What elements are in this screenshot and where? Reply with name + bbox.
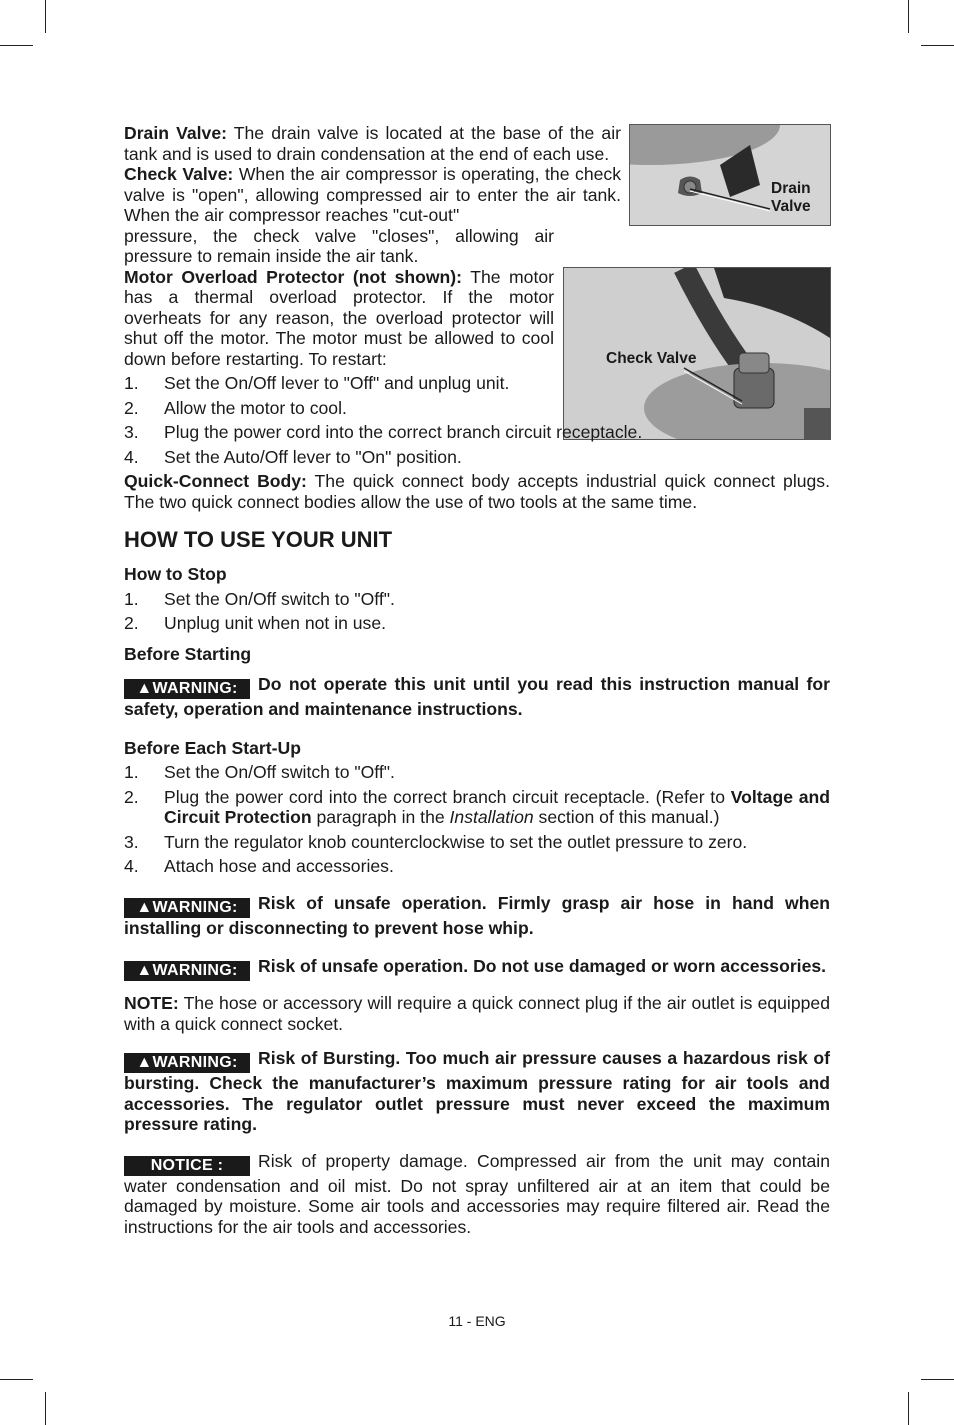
list-item: 3. Turn the regulator knob counterclockwise to set the outlet pressure to zero.: [124, 831, 748, 852]
crop-mark: [0, 1379, 33, 1380]
drain-valve-label: Drain Valve: [771, 180, 811, 215]
crop-mark: [45, 0, 46, 33]
list-item: 2. Unplug unit when not in use.: [124, 613, 387, 633]
restart-steps-list: [124, 373, 830, 467]
list-item: 1. Set the On/Off switch to "Off".: [124, 588, 395, 609]
manual-page-content: [124, 123, 830, 1237]
section-title: HOW TO USE YOUR UNIT: [124, 527, 393, 552]
crop-mark: [45, 1392, 46, 1425]
warning-triangle-icon: ▲: [136, 962, 153, 979]
how-to-stop-list: [124, 589, 830, 634]
note-paragraph: NOTE: The hose or accessory will require a quick connect plug if the air outlet is equipped with a quick connect socket.: [124, 993, 830, 1034]
check-valve-label: Check Valve: [606, 350, 697, 367]
list-item: 1. Set the On/Off lever to "Off" and unplug unit.: [124, 373, 510, 393]
motor-overload-text: The motor has a thermal overload protector. If the motor overheats for any reason, the overload protector will shut off the motor. The motor must be allowed to cool down before restarting. To restart:: [124, 266, 555, 369]
drain-valve-title: Drain Valve:: [124, 123, 227, 143]
warning-triangle-icon: ▲: [136, 680, 153, 697]
crop-mark: [921, 45, 954, 46]
notice-paragraph: NOTICE : Risk of property damage. Compressed air from the unit may contain water condensation and oil mist. Do not spray unfiltered air at an item that could be damaged by moisture. Some air tools and accessories may require filtered air. Read the instructions for the air tools and accessories.: [124, 1150, 830, 1237]
before-each-list: [124, 762, 830, 877]
check-valve-paragraph-a: [124, 164, 621, 226]
drain-valve-paragraph: [124, 123, 621, 164]
warning-damaged-accessories: ▲WARNING: Risk of unsafe operation. Do not use damaged or worn accessories.: [124, 956, 830, 981]
crop-mark: [908, 0, 909, 33]
warning-hose-whip: ▲WARNING: Risk of unsafe operation. Firmly grasp air hose in hand when installing or disconnecting to prevent hose whip.: [124, 892, 830, 938]
list-item: 4. Attach hose and accessories.: [124, 856, 394, 876]
note-title: NOTE:: [124, 993, 179, 1013]
how-to-stop-heading: How to Stop: [124, 564, 227, 584]
notice-badge: NOTICE :: [124, 1156, 250, 1176]
crop-mark: [921, 1379, 954, 1380]
page-number: 11 - ENG: [448, 1313, 506, 1329]
motor-overload-paragraph: [124, 267, 554, 370]
warning-read-manual: ▲WARNING: Do not operate this unit until you read this instruction manual for safety, operation and maintenance instructions.: [124, 674, 830, 719]
drain-valve-text: The drain valve is located at the base of the air tank and is used to drain condensation at the end of each use.: [124, 123, 621, 164]
quick-connect-title: Quick-Connect Body:: [124, 471, 307, 491]
list-item: 4. Set the Auto/Off lever to "On" position.: [124, 446, 462, 467]
crop-mark: [0, 45, 33, 46]
list-item: 2. Plug the power cord into the correct branch circuit receptacle. (Refer to Voltage and Circuit Protection paragraph in the Installation section of this manual.): [124, 786, 830, 827]
before-starting-heading: Before Starting: [124, 643, 252, 664]
quick-connect-text: The quick connect body accepts industrial quick connect plugs. The two quick connect bodies allow the use of two tools at the same time.: [124, 471, 830, 512]
list-item: 3. Plug the power cord into the correct branch circuit receptacle.: [124, 422, 643, 442]
warning-triangle-icon: ▲: [136, 898, 153, 916]
list-item: 1. Set the On/Off switch to "Off".: [124, 762, 395, 782]
warning-triangle-icon: ▲: [136, 1054, 153, 1071]
warning-badge: ▲WARNING:: [124, 679, 250, 699]
warning-bursting: ▲WARNING: Risk of Bursting. Too much air pressure causes a hazardous risk of bursting. Check the manufacturer’s maximum pressure rating for air tools and accessories. The regulator outlet pressure must never exceed the maximum pressure rating.: [124, 1048, 830, 1134]
check-valve-title: Check Valve:: [124, 164, 234, 184]
warning-badge: ▲WARNING:: [124, 961, 250, 981]
motor-overload-title: Motor Overload Protector (not shown):: [124, 266, 463, 287]
warning-badge: ▲WARNING:: [124, 898, 250, 918]
quick-connect-paragraph: [124, 471, 830, 512]
warning-badge: ▲WARNING:: [124, 1053, 250, 1073]
check-valve-text-a: When the air compressor is operating, the check valve is "open", allowing compressed air to enter the air tank. When the air compressor reaches "cut-out": [124, 164, 622, 225]
list-item: 2. Allow the motor to cool.: [124, 397, 347, 418]
before-each-heading: Before Each Start-Up: [124, 737, 301, 758]
crop-mark: [908, 1392, 909, 1425]
check-valve-paragraph-b: pressure, the check valve "closes", allowing air pressure to remain inside the air tank.: [124, 225, 554, 266]
